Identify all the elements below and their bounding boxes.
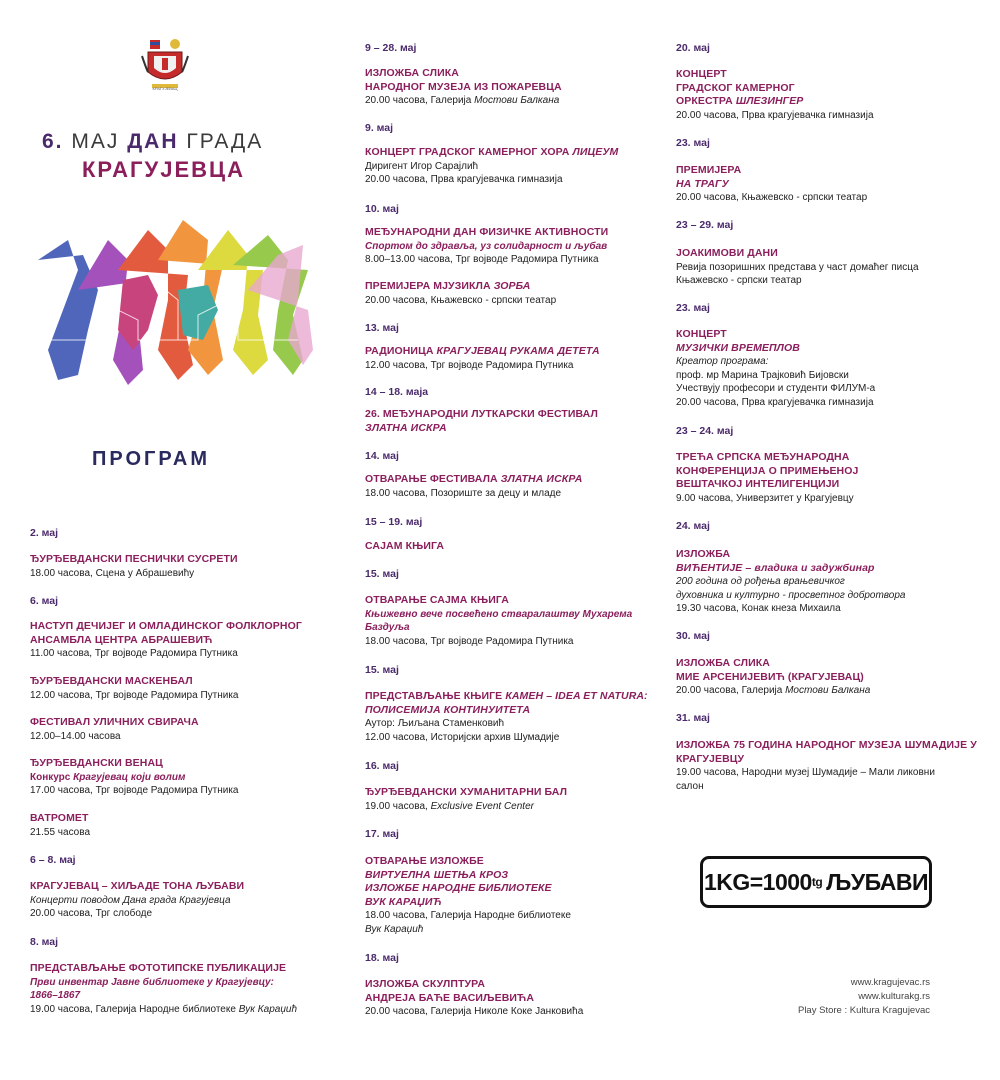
date-label: 23 – 29. мај <box>676 219 734 231</box>
event-detail-part: Вук Караџић <box>238 1003 298 1015</box>
event-item <box>30 962 297 1016</box>
title-line-1 <box>42 130 263 154</box>
event-title: ОТВАРАЊЕ САЈМА КЊИГА <box>365 594 509 606</box>
date-label: 15 – 19. мај <box>365 516 423 528</box>
title-grada: ГРАДА <box>186 130 264 153</box>
date-label: 17. мај <box>365 828 399 840</box>
date-label: 23 – 24. мај <box>676 425 734 437</box>
event-title: ИЗЛОЖБА 75 ГОДИНА НАРОДНОГ МУЗЕЈА ШУМАДИЈЕ У <box>676 739 977 751</box>
event-detail: 19.30 часова, Конак кнеза Михаила <box>676 603 841 614</box>
event-subtitle: Први инвентар Јавне библиотеке у Крагујевцу: <box>30 976 274 988</box>
event-item <box>676 451 858 505</box>
event-title: АНСАМБЛА ЦЕНТРА АБРАШЕВИЋ <box>30 633 213 646</box>
event-title <box>676 178 867 192</box>
event-title: ИЗЛОЖБА СКУЛПТУРА <box>365 978 486 990</box>
event-title: КОНФЕРЕНЦИЈА О ПРИМЕЊЕНОЈ <box>676 464 859 477</box>
event-detail-part: 19.00 часова, Галерија Народне библиотеке <box>30 1003 239 1015</box>
event-detail: Вук Караџић <box>365 923 424 935</box>
event-title <box>365 422 598 436</box>
jumping-people-illustration <box>18 200 318 395</box>
event-subtitle-part: Крагујевац који волим <box>73 771 186 783</box>
event-title: ИЗЛОЖБА СЛИКА <box>676 657 770 669</box>
event-detail: Креатор програма: <box>676 356 769 367</box>
title-day-number: 6. <box>42 130 64 153</box>
event-title-part: НА ТРАГУ <box>676 177 729 190</box>
event-title: ЂУРЂЕВДАНСКИ ХУМАНИТАРНИ БАЛ <box>365 786 568 798</box>
app-store-link[interactable]: Play Store : Kultura Kragujevac <box>797 1005 930 1016</box>
event-title <box>365 869 571 883</box>
event-item <box>676 68 874 122</box>
event-title: КОНЦЕРТ <box>676 328 727 340</box>
event-detail: 21.55 часова <box>30 826 91 838</box>
event-detail: 18.00 часова, Галерија Народне библиотеке <box>365 910 571 921</box>
date-label: 2. мај <box>30 527 59 539</box>
event-item <box>365 690 648 744</box>
event-item <box>676 247 919 288</box>
event-title: САЈАМ КЊИГА <box>365 540 445 552</box>
website-link[interactable]: www.kulturakg.rs <box>858 991 930 1002</box>
event-detail: духовника и културно - просветног добротвора <box>676 589 906 601</box>
event-detail: 18.00 часова, Сцена у Абрашевићу <box>30 567 195 579</box>
event-item <box>365 855 571 936</box>
event-detail: 20.00 часова, Прва крагујевачка гимназија <box>365 174 563 185</box>
event-detail: 8.00–13.00 часова, Трг војводе Радомира Путника <box>365 254 599 265</box>
event-detail-part: 20.00 часова, Галерија <box>365 95 475 106</box>
event-detail-part: 20.00 часова, Галерија <box>676 685 786 696</box>
event-detail: 12.00 часова, Трг војводе Радомира Путника <box>365 359 574 371</box>
event-title-part: ВИРТУЕЛНА ШЕТЊА КРОЗ <box>365 868 509 881</box>
date-label: 14 – 18. маја <box>365 386 429 398</box>
event-title: КОНЦЕРТ <box>676 68 727 80</box>
event-title: ВЕШТАЧКОЈ ИНТЕЛИГЕНЦИЈИ <box>676 478 840 490</box>
event-title <box>365 882 571 896</box>
event-title-part: ШЛЕЗИНГЕР <box>735 95 804 107</box>
event-title: ГРАДСКОГ КАМЕРНОГ <box>676 81 795 94</box>
event-item <box>365 67 562 108</box>
event-item <box>365 280 556 307</box>
event-title-part: ВУК КАРАЏИЋ <box>365 895 442 908</box>
event-title: ЂУРЂЕВДАНСКИ ПЕСНИЧКИ СУСРЕТИ <box>30 553 238 565</box>
event-title: 26. МЕЂУНАРОДНИ ЛУТКАРСКИ ФЕСТИВАЛ <box>365 408 598 420</box>
event-item <box>365 146 618 187</box>
event-detail: Аутор: Љиљана Стаменковић <box>365 718 505 729</box>
event-title <box>676 342 875 356</box>
event-detail: 20.00 часова, Књажевско - српски театар <box>365 294 557 306</box>
event-item <box>30 716 199 743</box>
event-detail <box>676 684 870 698</box>
title-dan: ДАН <box>127 130 179 153</box>
event-title <box>365 146 618 160</box>
event-title-part: РАДИОНИЦА <box>365 345 437 357</box>
event-title-part: ОТВАРАЊЕ ФЕСТИВАЛА <box>365 473 501 485</box>
date-label: 20. мај <box>676 42 710 54</box>
event-title <box>365 280 556 294</box>
event-title: ЈОАКИМОВИ ДАНИ <box>676 247 778 259</box>
event-title-part: ЗОРБА <box>493 280 531 292</box>
event-detail: 11.00 часова, Трг војводе Радомира Путника <box>30 648 238 659</box>
event-item <box>30 553 238 580</box>
date-label: 15. мај <box>365 568 399 580</box>
title-line-2: КРАГУЈЕВЦА <box>82 157 245 182</box>
event-detail: 20.00 часова, Књажевско - српски театар <box>676 192 868 203</box>
event-subtitle-part: Конкурс <box>30 771 74 783</box>
event-detail: 20.00 часова, Трг слободе <box>30 908 153 919</box>
event-item <box>365 408 598 435</box>
event-detail: Учествују професори и студенти ФИЛУМ-а <box>676 383 876 394</box>
footer-links <box>730 976 930 1018</box>
event-title-part: ИЗЛОЖБЕ НАРОДНЕ БИБЛИОТЕКЕ <box>365 882 552 894</box>
event-detail: 12.00 часова, Историјски архив Шумадије <box>365 731 560 743</box>
event-detail: 18.00 часова, Позориште за децу и младе <box>365 487 562 499</box>
event-detail-part: 19.00 часова, <box>365 800 431 812</box>
event-subtitle: Књижевно вече посвећено стваралаштву Мухарема <box>365 608 633 620</box>
event-detail: салон <box>676 780 704 792</box>
event-item <box>365 473 582 500</box>
event-detail: 12.00 часова, Трг војводе Радомира Путника <box>30 689 239 701</box>
event-title <box>365 896 571 910</box>
event-item <box>365 594 632 648</box>
event-title <box>365 690 648 704</box>
event-title: МИЕ АРСЕНИЈЕВИЋ (КРАГУЈЕВАЦ) <box>676 670 864 683</box>
event-title-part: ПРЕМИЈЕРА МЈУЗИКЛА <box>365 280 494 292</box>
event-title: АНДРЕЈА БАЋЕ ВАСИЉЕВИЋА <box>365 991 535 1004</box>
event-title-part: КАМЕН – IDEA ET NATURA: <box>505 690 648 702</box>
event-title <box>365 345 600 359</box>
date-label: 31. мај <box>676 712 710 724</box>
event-title <box>365 704 648 718</box>
event-title: ТРЕЋА СРПСКА МЕЂУНАРОДНА <box>676 451 850 463</box>
event-detail: 20.00 часова, Галерија Николе Коке Јанковића <box>365 1006 584 1017</box>
event-title: ПРЕМИЈЕРА <box>676 164 742 176</box>
event-detail-part: Exclusive Event Center <box>430 800 534 812</box>
date-label: 9 – 28. мај <box>365 42 417 54</box>
date-label: 10. мај <box>365 203 399 215</box>
event-subtitle: 1866–1867 <box>30 990 81 1001</box>
event-title: КРАГУЈЕВАЦ – ХИЉАДЕ ТОНА ЉУБАВИ <box>30 880 245 892</box>
event-title: ОТВАРАЊЕ ИЗЛОЖБЕ <box>365 855 484 867</box>
stamp-text: g <box>815 875 823 889</box>
date-label: 15. мај <box>365 664 399 676</box>
date-label: 23. мај <box>676 137 710 149</box>
date-label: 24. мај <box>676 520 710 532</box>
event-item <box>676 739 977 793</box>
event-title-part: ЗЛАТНА ИСКРА <box>500 473 583 485</box>
event-title: КРАГУЈЕВЦУ <box>676 752 745 765</box>
event-detail: Концерти поводом Дана града Крагујевца <box>30 894 231 906</box>
date-label: 16. мај <box>365 760 399 772</box>
event-title-part: – владика и задужбинар <box>742 561 875 574</box>
event-title-part: ВИЋЕНТИЈЕ <box>676 561 743 574</box>
event-title-part: ЛИЦЕУМ <box>572 146 619 158</box>
event-item <box>676 657 870 698</box>
date-label: 6. мај <box>30 595 59 607</box>
event-item <box>676 164 867 205</box>
event-title <box>676 562 905 576</box>
date-label: 30. мај <box>676 630 710 642</box>
date-label: 23. мај <box>676 302 710 314</box>
event-item <box>30 675 239 702</box>
event-title: ИЗЛОЖБА <box>676 548 731 560</box>
event-title: НАСТУП ДЕЧИЈЕГ И ОМЛАДИНСКОГ ФОЛКЛОРНОГ <box>30 620 302 632</box>
event-title: ИЗЛОЖБА СЛИКА <box>365 67 459 79</box>
event-title-part: КОНЦЕРТ ГРАДСКОГ КАМЕРНОГ ХОРА <box>365 146 573 158</box>
event-title: ФЕСТИВАЛ УЛИЧНИХ СВИРАЧА <box>30 716 199 728</box>
event-title <box>365 473 582 487</box>
event-detail: 17.00 часова, Трг војводе Радомира Путника <box>30 785 239 796</box>
coat-of-arms <box>140 38 190 96</box>
event-detail: Ревија позоришних представа у част домаћег писца <box>676 261 919 273</box>
event-title: ВАТРОМЕТ <box>30 812 89 824</box>
event-item <box>30 620 302 661</box>
event-item <box>676 548 905 616</box>
event-detail: 9.00 часова, Универзитет у Крагујевцу <box>676 492 854 504</box>
event-title: ЂУРЂЕВДАНСКИ МАСКЕНБАЛ <box>30 675 193 687</box>
event-item <box>30 757 239 798</box>
event-detail-part: Мостови Балкана <box>785 685 871 696</box>
program-heading: ПРОГРАМ <box>92 448 211 470</box>
website-link[interactable]: www.kragujevac.rs <box>850 977 930 988</box>
stamp-text: 1KG=1000 <box>703 868 812 895</box>
event-item <box>365 345 600 372</box>
event-detail: Диригент Игор Сарајлић <box>365 160 479 172</box>
event-detail: проф. мр Марина Трајковић Бијовски <box>676 369 849 381</box>
date-label: 13. мај <box>365 322 399 334</box>
event-item <box>365 226 608 267</box>
event-subtitle <box>30 771 239 785</box>
event-title <box>676 95 874 109</box>
event-item <box>365 540 444 554</box>
event-item <box>365 786 567 813</box>
stamp-text: t <box>811 875 816 889</box>
coat-caption: КРАГУЈЕВАЦ <box>152 86 178 91</box>
event-title: ПРЕДСТАВЉАЊЕ ФОТОТИПСКЕ ПУБЛИКАЦИЈЕ <box>30 962 287 974</box>
date-label: 9. мај <box>365 122 394 134</box>
event-item <box>365 978 583 1019</box>
event-detail <box>30 1003 297 1017</box>
event-title-part: ОРКЕСТРА <box>676 95 736 107</box>
event-detail: 20.00 часова, Прва крагујевачка гимназија <box>676 109 874 121</box>
event-detail: 12.00–14.00 часова <box>30 730 121 742</box>
event-detail <box>365 94 562 108</box>
event-title-part: ПРЕДСТАВЉАЊЕ КЊИГЕ <box>365 690 506 702</box>
stamp-text: ЉУБАВИ <box>826 868 929 895</box>
date-label: 18. мај <box>365 952 399 964</box>
event-title-part: МУЗИЧКИ ВРЕМЕПЛОВ <box>676 341 800 354</box>
event-title: МЕЂУНАРОДНИ ДАН ФИЗИЧКЕ АКТИВНОСТИ <box>365 226 609 238</box>
event-detail: Књажевско - српски театар <box>676 275 802 286</box>
event-detail: 19.00 часова, Народни музеј Шумадије – Мали ликовни <box>676 767 935 778</box>
event-detail: 18.00 часова, Трг војводе Радомира Путника <box>365 635 574 647</box>
event-detail: 200 година од рођења врањевичког <box>676 576 845 587</box>
date-label: 6 – 8. мај <box>30 854 76 866</box>
event-title-part: КРАГУЈЕВАЦ РУКАМА ДЕТЕТА <box>436 345 600 357</box>
event-title: ЂУРЂЕВДАНСКИ ВЕНАЦ <box>30 757 163 769</box>
event-detail-part: Мостови Балкана <box>474 95 560 106</box>
date-label: 14. мај <box>365 450 399 462</box>
event-detail: 20.00 часова, Прва крагујевачка гимназија <box>676 396 874 408</box>
love-stamp-logo <box>700 856 932 908</box>
event-item <box>30 812 90 839</box>
event-title-part: ПОЛИСЕМИЈА КОНТИНУИТЕТА <box>365 703 531 716</box>
date-label: 8. мај <box>30 936 59 948</box>
event-item <box>30 880 244 921</box>
event-subtitle: Спортом до здравља, уз солидарност и љубав <box>365 240 608 252</box>
event-title-part: ЗЛАТНА ИСКРА <box>365 421 447 434</box>
event-item <box>676 328 875 409</box>
title-month: МАЈ <box>71 130 120 153</box>
event-title: НАРОДНОГ МУЗЕЈА ИЗ ПОЖАРЕВЦА <box>365 80 562 93</box>
event-subtitle: Баздуља <box>365 622 410 633</box>
event-detail <box>365 800 567 814</box>
